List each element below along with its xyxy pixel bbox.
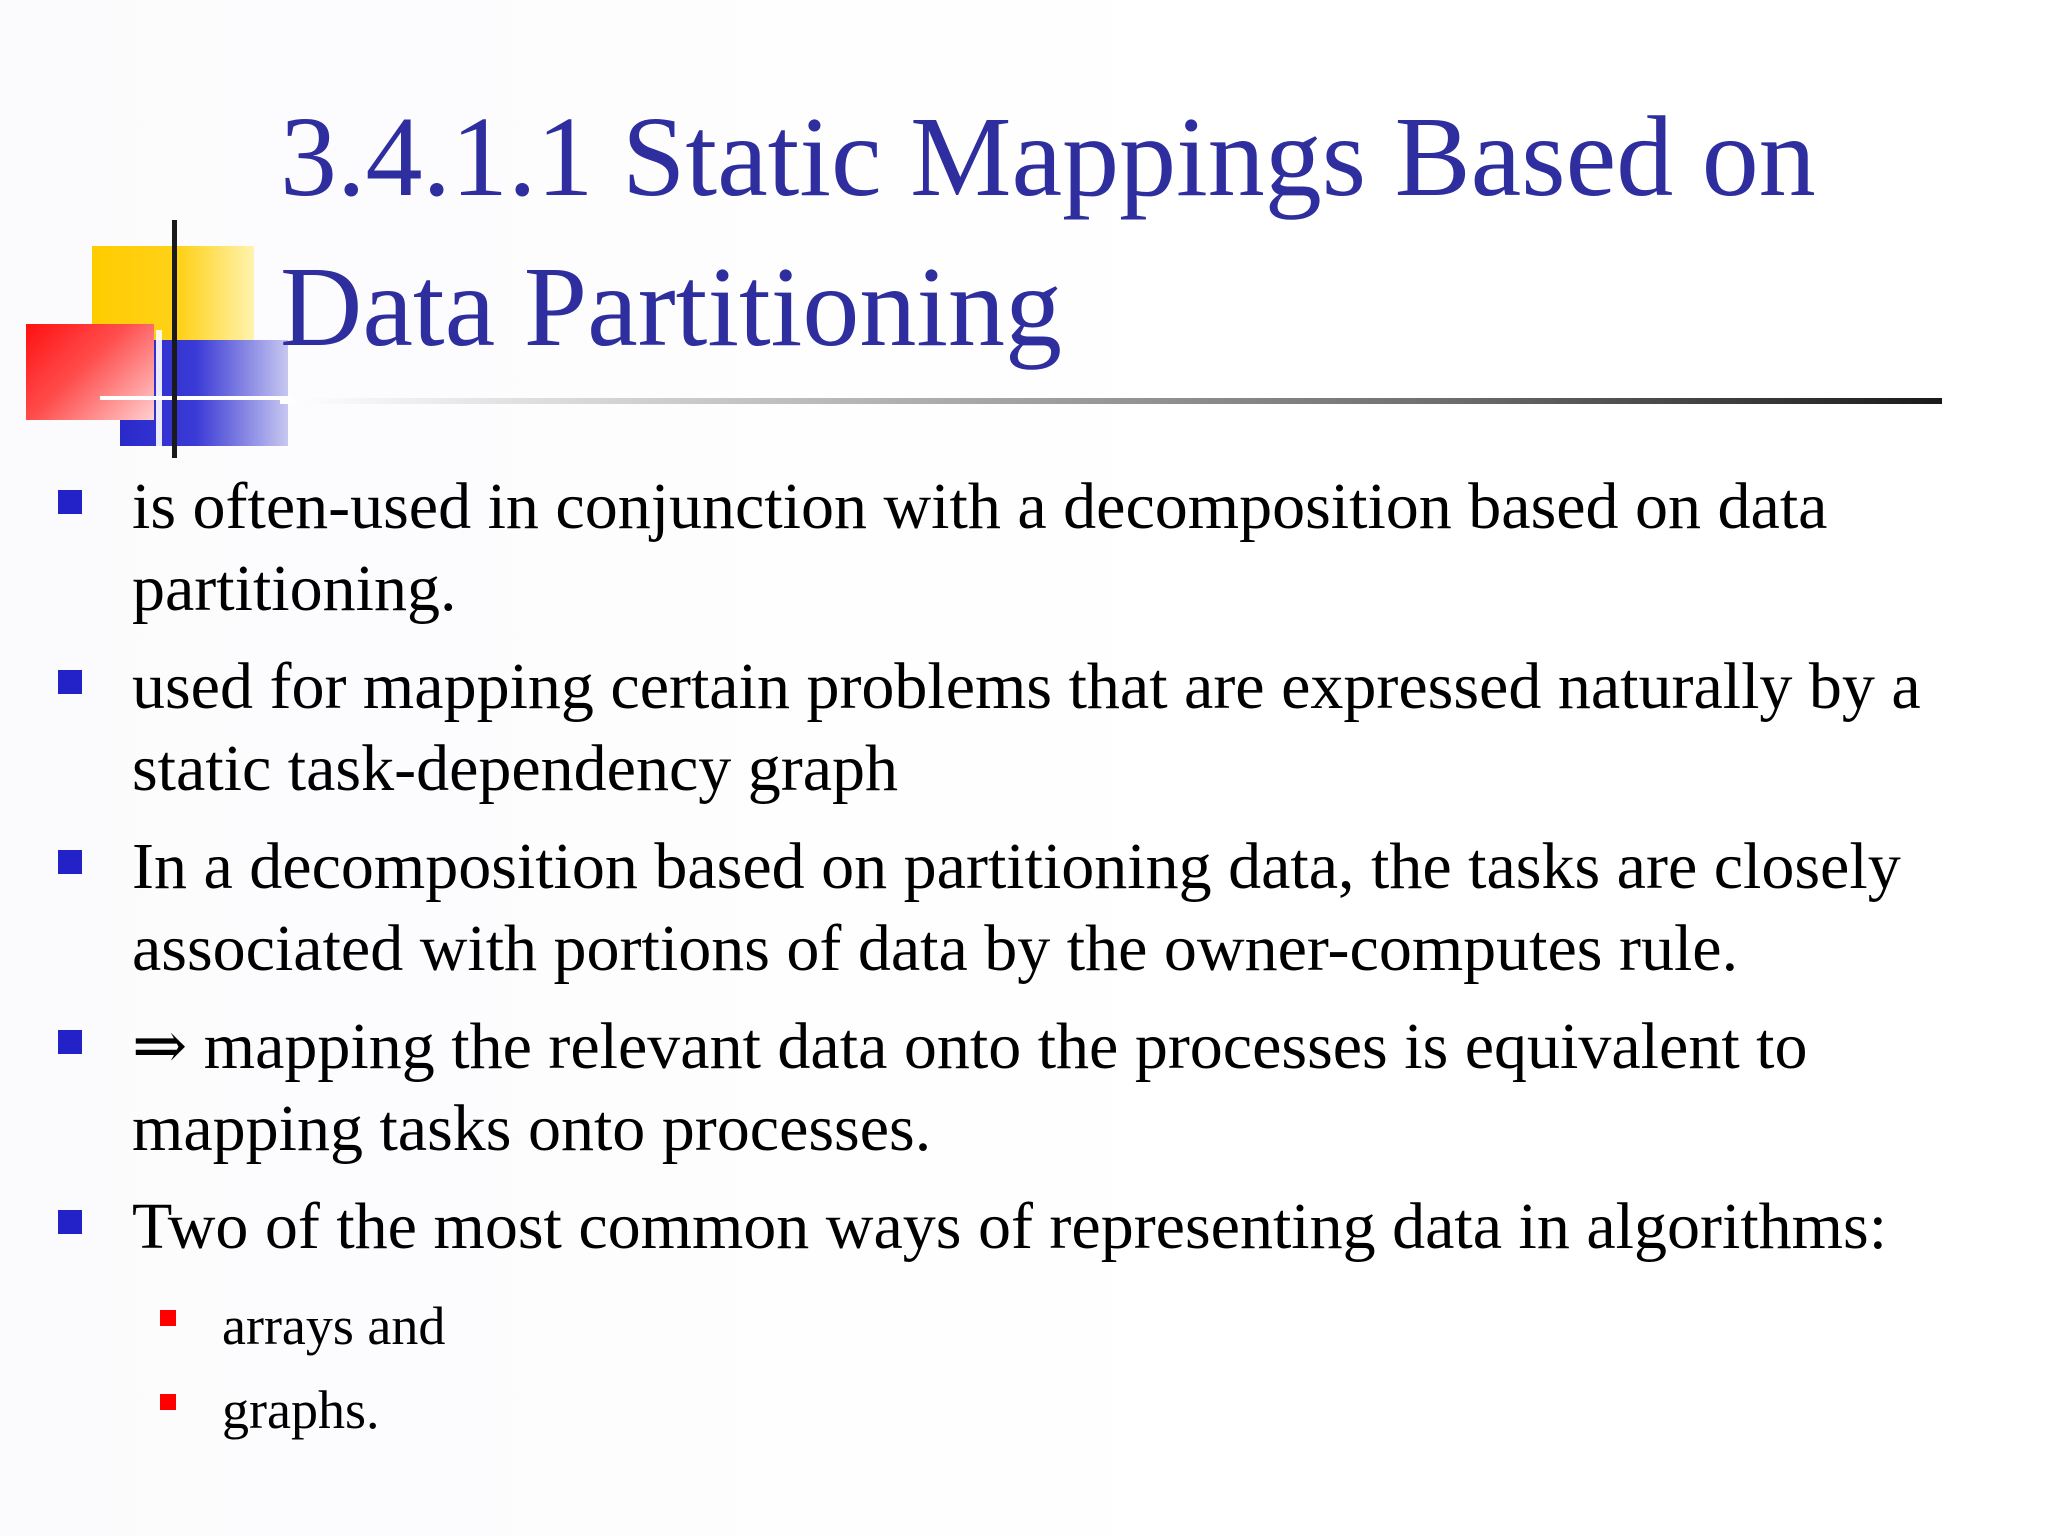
bullet-item [0, 826, 2048, 990]
sub-bullet-text: arrays and [222, 1296, 446, 1356]
logo-white-horizontal-line [100, 396, 290, 400]
logo-black-vertical-line [172, 220, 177, 458]
title-underline-rule [280, 398, 1942, 404]
slide-title: 3.4.1.1 Static Mappings Based on Data Partitioning [280, 93, 1816, 370]
square-bullet-icon [58, 670, 82, 694]
slide-content [0, 466, 2048, 1452]
bullet-item [0, 1186, 2048, 1268]
square-bullet-icon [58, 850, 82, 874]
bullet-item [0, 646, 2048, 810]
square-bullet-icon [58, 1210, 82, 1234]
sub-bullet-text: graphs. [222, 1380, 380, 1440]
logo-white-vertical-line [156, 330, 162, 448]
bullet-item [0, 1006, 2048, 1170]
bullet-item [0, 466, 2048, 630]
square-bullet-icon [58, 1030, 82, 1054]
logo-red-block [26, 324, 154, 420]
sub-bullet-item [0, 1284, 2048, 1368]
bullet-text: used for mapping certain problems that are expressed naturally by a static task-dependency graph [132, 650, 1921, 805]
square-sub-bullet-icon [160, 1394, 176, 1410]
bullet-text: ⇒ mapping the relevant data onto the processes is equivalent to mapping tasks onto processes. [132, 1010, 1808, 1165]
square-bullet-icon [58, 490, 82, 514]
bullet-text: Two of the most common ways of representing data in algorithms: [132, 1190, 1888, 1263]
bullet-text: is often-used in conjunction with a decomposition based on data partitioning. [132, 470, 1828, 625]
bullet-text: In a decomposition based on partitioning data, the tasks are closely associated with portions of data by the owner-computes rule. [132, 830, 1901, 985]
sub-bullet-item [0, 1368, 2048, 1452]
square-sub-bullet-icon [160, 1310, 176, 1326]
